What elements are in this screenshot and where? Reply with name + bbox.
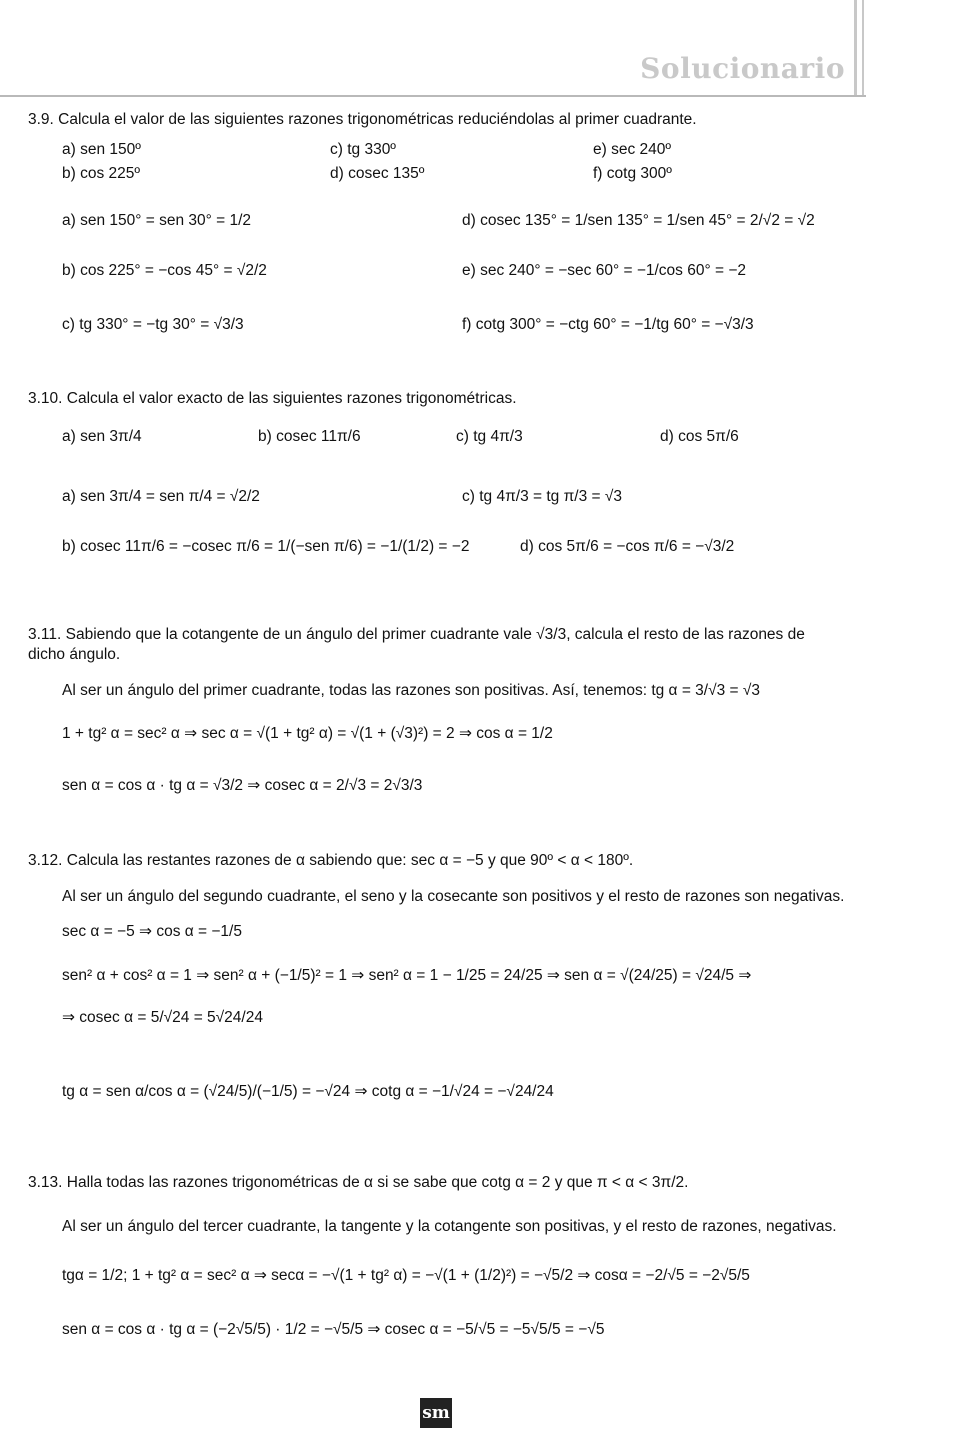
- exercise-3-13-line-1: tgα = 1/2; 1 + tg² α = sec² α ⇒ secα = −√(1 + tg² α) = −√(1 + (1/2)²) = −√5/2 ⇒ cosα = −2/√5 = −2√5/5: [62, 1267, 750, 1284]
- exercise-3-11-text: Al ser un ángulo del primer cuadrante, todas las razones son positivas. Así, tenemos: tg α = 3/√3 = √3: [62, 682, 761, 699]
- exercise-3-10-item-b: b) cosec 11π/6: [258, 428, 361, 445]
- exercise-3-13-line-2: sen α = cos α · tg α = (−2√5/5) · 1/2 = −√5/5 ⇒ cosec α = −5/√5 = −5√5/5 = −√5: [62, 1321, 605, 1338]
- exercise-3-12-line-2: sen² α + cos² α = 1 ⇒ sen² α + (−1/5)² = 1 ⇒ sen² α = 1 − 1/25 = 24/25 ⇒ sen α = √(24/25) = √24/5 ⇒: [62, 967, 752, 984]
- exercise-3-13-text: Al ser un ángulo del tercer cuadrante, la tangente y la cotangente son positivas, y el resto de razones, negativas.: [62, 1218, 837, 1235]
- exercise-3-12-line-1: sec α = −5 ⇒ cos α = −1/5: [62, 923, 242, 940]
- exercise-3-13-statement: 3.13. Halla todas las razones trigonométricas de α si se sabe que cotg α = 2 y que π < α < 3π/2.: [28, 1174, 689, 1191]
- exercise-3-12-text: Al ser un ángulo del segundo cuadrante, el seno y la cosecante son positivos y el resto de razones son negativas.: [62, 888, 845, 905]
- exercise-3-9-item-d: d) cosec 135º: [330, 165, 425, 182]
- exercise-3-11-statement-cont: dicho ángulo.: [28, 646, 121, 663]
- exercise-3-11-statement: 3.11. Sabiendo que la cotangente de un ángulo del primer cuadrante vale √3/3, calcula el resto de las razones de: [28, 626, 805, 643]
- publisher-logo: sm: [420, 1398, 452, 1428]
- header-title: Solucionario: [640, 52, 845, 85]
- exercise-3-10-solution-a: a) sen 3π/4 = sen π/4 = √2/2: [62, 488, 260, 505]
- header-rule: [0, 95, 866, 97]
- exercise-3-9-item-f: f) cotg 300º: [593, 165, 672, 182]
- exercise-3-9-item-e: e) sec 240º: [593, 141, 672, 158]
- margin-bar-2: [862, 0, 864, 96]
- exercise-3-9-item-c: c) tg 330º: [330, 141, 396, 158]
- exercise-3-9-solution-a: a) sen 150° = sen 30° = 1/2: [62, 212, 252, 229]
- exercise-3-9-solution-f: f) cotg 300° = −ctg 60° = −1/tg 60° = −√3/3: [462, 316, 754, 333]
- exercise-3-11-line-2: sen α = cos α · tg α = √3/2 ⇒ cosec α = 2/√3 = 2√3/3: [62, 777, 423, 794]
- exercise-3-9-solution-d: d) cosec 135° = 1/sen 135° = 1/sen 45° = 2/√2 = √2: [462, 212, 815, 229]
- exercise-3-10-statement: 3.10. Calcula el valor exacto de las siguientes razones trigonométricas.: [28, 390, 517, 407]
- exercise-3-12-line-4: tg α = sen α/cos α = (√24/5)/(−1/5) = −√24 ⇒ cotg α = −1/√24 = −√24/24: [62, 1083, 554, 1100]
- exercise-3-9-solution-c: c) tg 330° = −tg 30° = √3/3: [62, 316, 244, 333]
- margin-bar-1: [854, 0, 857, 96]
- exercise-3-9-item-b: b) cos 225º: [62, 165, 141, 182]
- exercise-3-10-item-c: c) tg 4π/3: [456, 428, 523, 445]
- exercise-3-10-item-a: a) sen 3π/4: [62, 428, 142, 445]
- exercise-3-10-solution-d: d) cos 5π/6 = −cos π/6 = −√3/2: [520, 538, 735, 555]
- exercise-3-9-item-a: a) sen 150º: [62, 141, 141, 158]
- exercise-3-10-solution-c: c) tg 4π/3 = tg π/3 = √3: [462, 488, 623, 505]
- exercise-3-10-item-d: d) cos 5π/6: [660, 428, 739, 445]
- exercise-3-9-solution-e: e) sec 240° = −sec 60° = −1/cos 60° = −2: [462, 262, 747, 279]
- exercise-3-11-line-1: 1 + tg² α = sec² α ⇒ sec α = √(1 + tg² α) = √(1 + (√3)²) = 2 ⇒ cos α = 1/2: [62, 725, 553, 742]
- exercise-3-9-statement: 3.9. Calcula el valor de las siguientes razones trigonométricas reduciéndolas al primer cuadrante.: [28, 111, 697, 128]
- exercise-3-12-statement: 3.12. Calcula las restantes razones de α sabiendo que: sec α = −5 y que 90º < α < 180º.: [28, 852, 634, 869]
- exercise-3-12-line-3: ⇒ cosec α = 5/√24 = 5√24/24: [62, 1009, 263, 1026]
- exercise-3-10-solution-b: b) cosec 11π/6 = −cosec π/6 = 1/(−sen π/6) = −1/(1/2) = −2: [62, 538, 470, 555]
- exercise-3-9-solution-b: b) cos 225° = −cos 45° = √2/2: [62, 262, 267, 279]
